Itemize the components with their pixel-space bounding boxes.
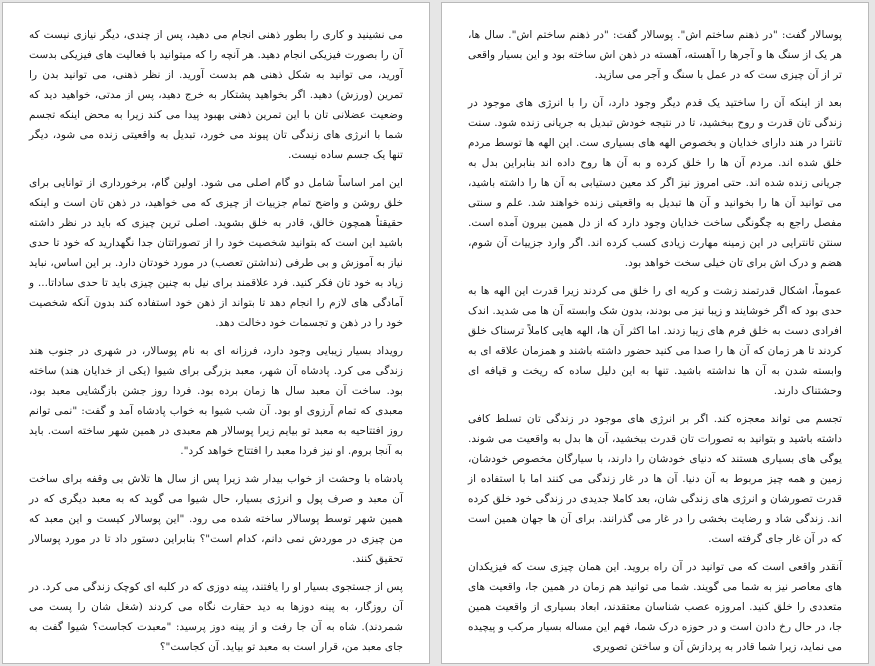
paragraph: این امر اساساً شامل دو گام اصلی می شود. اولین گام، برخورداری از توانایی برای خلق روشن و واضح تمام جزییات از چیزی که می خواهید، در ذهن تان است و اینکه حقیقتاً همچون خالق، قادر به خلق بشوید. اصلی ترین چیزی که باید در نظر داشته باشید این است که بتوانید شخصیت خود را از تصوراتتان جدا نگهدارید که خود تا حدی نیاز به آموزش و بی طرفی (نداشتن تعصب) در مورد خودتان دارد. بر این اساس، نباید زیاد به خود تان فکر کنید. فرد علاقمند برای نیل به چنین چیزی باید تا حدی ساداتا... و آمادگی های لازم را انجام دهد تا بتواند از ذهن خود استفاده کند بدون آنکه شخصیت خود را در ذهن و تجسمات خود دخالت دهد. <box>29 177 403 329</box>
paragraph: تجسم می تواند معجزه کند. اگر بر انرژی های موجود در زندگی تان تسلط کافی داشته باشید و بتوانید به تصورات تان قدرت ببخشید، آن ها بدل به واقعیت می شوند. یوگی های بسیاری هستند که دنیای خودشان را دارند، با سیارگان مخصوص خودشان، زمین و همه چیز مربوط به آن دنیا. آن ها در غار زندگی می کنند اما با استفاده از قدرت تصورشان و انرژی های زندگی شان، بعد کاملا جدیدی در زندگی خود خلق کرده اند. زندگی شاد و رضایت بخشی را در غار می گذرانند. برای آن ها جهان همین است که در آن غار جای گرفته است. <box>468 413 842 545</box>
paragraph: آنقدر واقعی است که می توانید در آن راه بروید. این همان چیزی ست که فیزیکدان های معاصر نیز به شما می گویند. شما می توانید هم زمان در همین جا، واقعیت های متعددی را خلق کنید. امروزه عصب شناسان معتقدند، ابعاد بسیاری از واقعیت همین جا، در حال رخ دادن است و در حوزه درک شما، فهم این مساله بسیار مرکب و پیچیده می نماید، زیرا شما قادر به پردازش آن و ساختن تصویری <box>468 561 842 653</box>
paragraph: عموماً، اشکال قدرتمند زشت و کریه ای را خلق می کردند زیرا قدرت این الهه ها به حدی بود که اگر خوشایند و زیبا نیز می بودند، بدون شک وابسته آن ها می شدید. اندک افرادی دست به خلق فرم های زیبا زدند. اما اکثر آن ها، الهه هایی کاملاً ترسناک خلق کردند تا هر زمان که آن ها را صدا می کنید حضور داشته باشند و همزمان علاقه ای به وابسته شدن به آن ها نداشته باشید. تنها به این دلیل ساده که ریخت و قیافه ای وحشتناک دارند. <box>468 285 842 397</box>
paragraph: پوسالار گفت: "در ذهنم ساختم اش". پوسالار گفت: "در ذهنم ساختم اش". سال ها، هر یک از سنگ ها و آجرها را آهسته، آهسته در ذهن اش ساخته بود و این بسیار واقعی تر از آن چیزی ست که در عمل با سنگ و آجر می سازید. <box>468 29 842 81</box>
paragraph: رویداد بسیار زیبایی وجود دارد، فرزانه ای به نام پوسالار، در شهری در جنوب هند زندگی می کرد. پادشاه آن شهر، معبد بزرگی برای شیوا (یکی از خدایان هند) ساخته بود. ساخت آن معبد سال ها زمان برده بود. فردا روز جشن بازگشایی معبد بود، معبدی که تمام آرزوی او بود. آن شب شیوا به خواب پادشاه آمد و گفت: "نمی توانم روز افتتاحیه به معبد تو بیایم زیرا پوسالار هم معبدی در همین شهر ساخته است. باید به آنجا بروم. او نیز فردا معبد را افتتاح خواهد کرد". <box>29 345 403 457</box>
left-page-text <box>29 25 403 664</box>
paragraph: پس از جستجوی بسیار او را یافتند، پینه دوزی که در کلبه ای کوچک زندگی می کرد. در آن روزگار، به پینه دوزها به دید حقارت نگاه می کردند (شغل شان را پست می شمردند). شاه به آن جا رفت و از پینه دوز پرسید: "معبدت کجاست؟ شیوا گفت به جای معبد من، قرار است به معبد تو بیاید. آن کجاست"؟ <box>29 581 403 653</box>
right-page-text <box>468 25 842 664</box>
left-page <box>2 2 430 664</box>
right-page <box>441 2 869 664</box>
paragraph: بعد از اینکه آن را ساختید یک قدم دیگر وجود دارد، آن را با انرژی های موجود در زندگی تان قدرت و روح ببخشید، تا در نتیجه خودش تبدیل به جریانی زنده شود. سنت تانترا در هند دارای خدایان و بخصوص الهه های بسیاری ست. این الهه ها توسط مردم خلق شده اند. مردم آن ها را خلق کرده و به آن ها روح داده اند بنابراین بدل به جریانی زنده شده اند. حتی امروز نیز اگر کد معین دستیابی به آن ها را داشته باشید، می توانید آن ها را بخوانید و آن ها تبدیل به واقعیتی زنده خواهند شد. علم و سنتی مفصل راجع به چگونگی ساخت خدایان وجود دارد که از دل همین بیرون آمده است. سنتن تانترایی در این زمینه مهارت زیادی کسب کرده اند. اگر وارد جزییات آن شوم، هضم و درک اش برای تان خیلی سخت خواهد بود. <box>468 97 842 269</box>
paragraph: می نشینید و کاری را بطور ذهنی انجام می دهید، پس از چندی، دیگر نیازی نیست که آن را بصورت فیزیکی انجام دهید. هر آنچه را که میتوانید با فعالیت های فیزیکی بدست آورید، می توانید به شکل ذهنی هم بدست آورید. از نظر ذهنی، می توانید بدن را تمرین (ورزش) دهید. اگر بخواهید پشتکار به خرج دهید، پس از مدتی، خواهید دید که وضعیت عضلانی تان با این تمرین ذهنی بهبود پیدا می کند زیرا به محض اینکه تجسم شما با انرژی های زندگی تان پیوند می خورد، تبدیل به واقعیتی زنده می شود، دیگر تنها یک جسم ساده نیست. <box>29 29 403 161</box>
paragraph: پادشاه با وحشت از خواب بیدار شد زیرا پس از سال ها تلاش بی وقفه برای ساخت آن معبد و صرف پول و انرژی بسیار، حال شیوا می گوید که به معبد دیگری که در همین شهر توسط پوسالار ساخته شده می رود. "این پوسالار کیست و این معبد که من چیزی در موردش نمی دانم، کدام است"؟ بنابراین دستور داد تا در مورد پوسالار تحقیق کنند. <box>29 473 403 565</box>
